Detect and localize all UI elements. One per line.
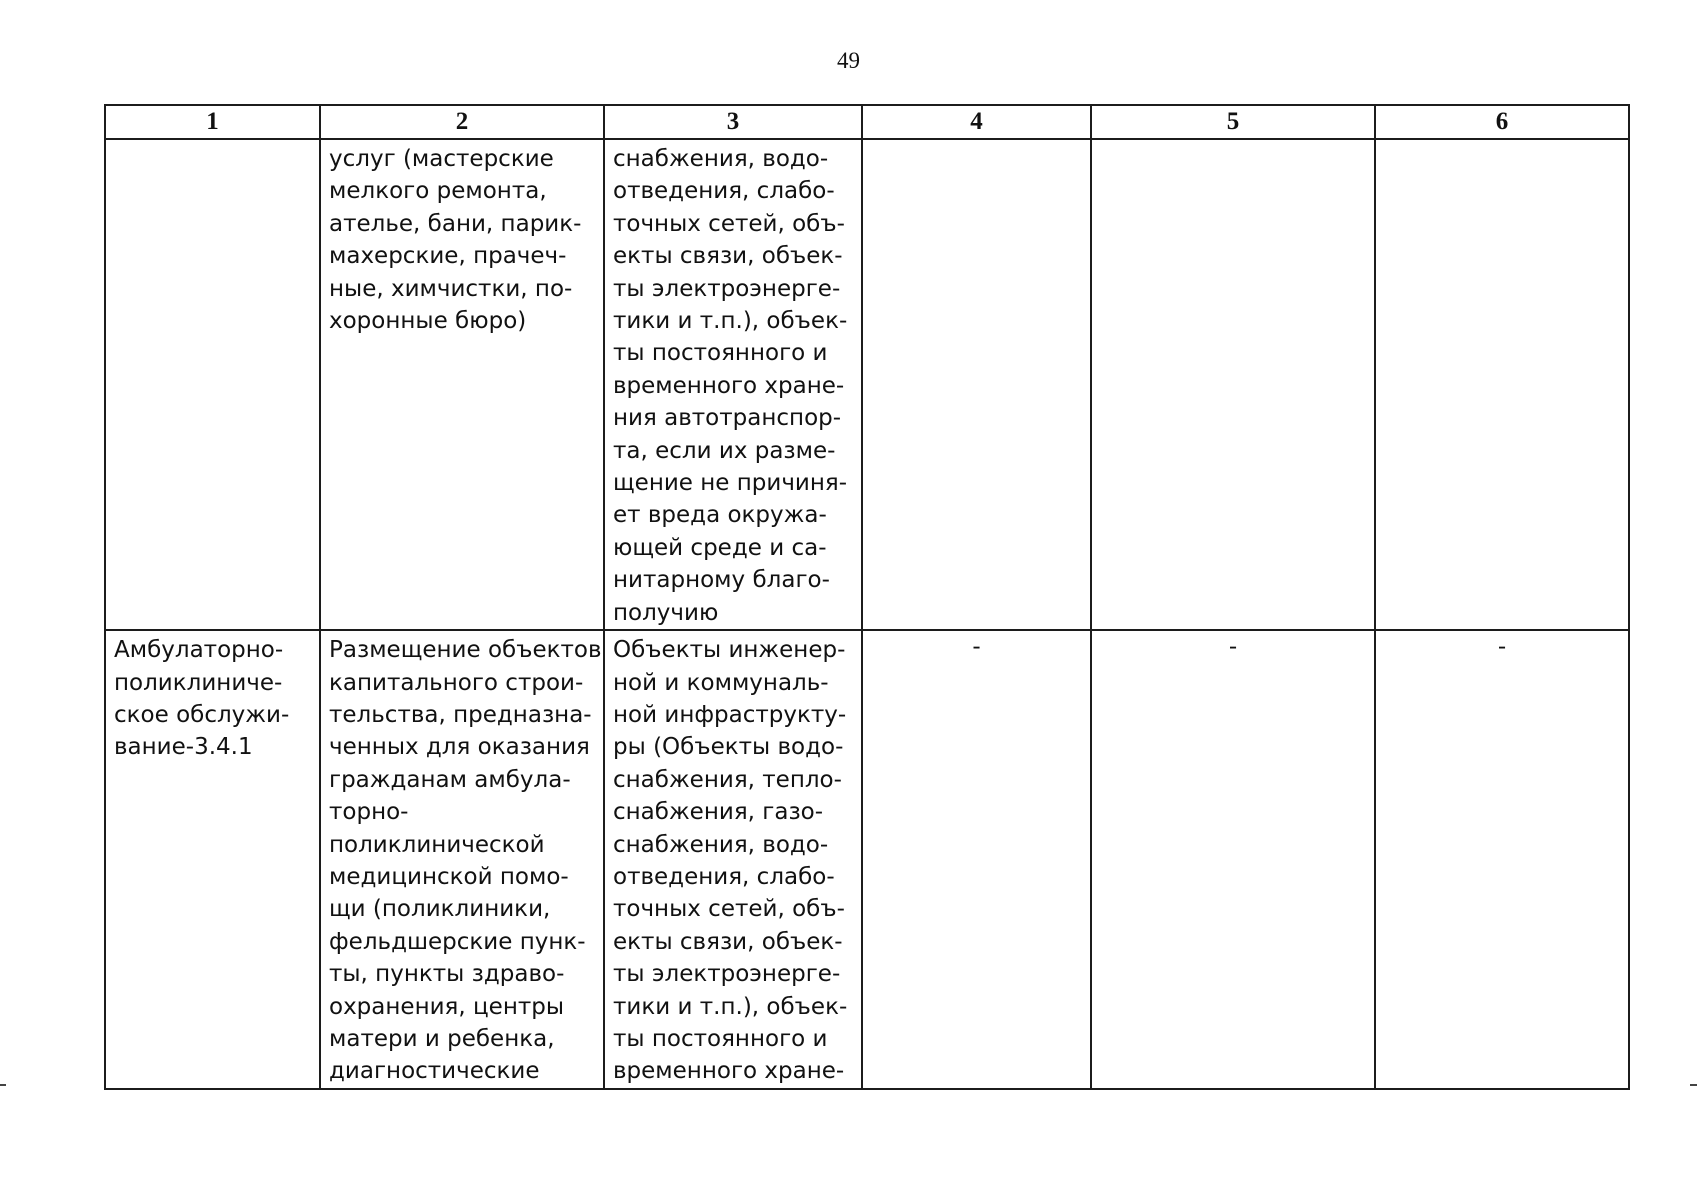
column-header-6: 6	[1375, 105, 1629, 139]
cell-text: снабжения, водо- отведения, слабо- точных сетей, объ- екты связи, объек- ты электроэнерге- тики и т.п.), объек- ты постоянного и временного хране- ния автотранспор- та, если их разме- щение не причиня- ет вреда окружа- ющей среде и са- нитарному благо- получию	[613, 146, 848, 626]
column-header-3: 3	[604, 105, 862, 139]
cell-text: Амбулаторно- поликлиниче- ское обслужи- вание-3.4.1	[114, 637, 290, 761]
table-cell-dash: -	[862, 630, 1091, 1089]
table-cell	[105, 139, 320, 630]
scan-mark-left	[0, 1084, 6, 1086]
table-cell-dash: -	[1091, 630, 1375, 1089]
table-cell	[105, 630, 320, 1089]
table-cell	[1375, 139, 1629, 630]
cell-text	[114, 140, 311, 143]
table-cell	[1091, 139, 1375, 630]
table-row	[105, 630, 1629, 1089]
table-cell	[604, 630, 862, 1089]
cell-text	[1100, 140, 1366, 143]
column-header-1: 1	[105, 105, 320, 139]
cell-text	[871, 140, 1082, 143]
page-number: 49	[837, 48, 860, 73]
column-header-4: 4	[862, 105, 1091, 139]
table-cell	[862, 139, 1091, 630]
table-cell	[604, 139, 862, 630]
cell-text: услуг (мастерские мелкого ремонта, ателье, бани, парик- махерские, прачеч- ные, химчистки, по- хоронные бюро)	[329, 146, 582, 335]
column-header-2: 2	[320, 105, 604, 139]
table-row	[105, 139, 1629, 630]
cell-text: Объекты инженер- ной и коммуналь- ной инфраструкту- ры (Объекты водо- снабжения, тепло- снабжения, газо- снабжения, водо- отведения, слабо- точных сетей, объ- екты связи, объек- ты электроэнерге- тики и т.п.), объек- ты постоянного и временного хране-	[613, 637, 848, 1085]
cell-text	[1384, 140, 1620, 143]
column-header-5: 5	[1091, 105, 1375, 139]
land-use-table	[104, 104, 1630, 1090]
table-cell	[320, 139, 604, 630]
table-header-row	[105, 105, 1629, 139]
scan-mark-right	[1690, 1084, 1697, 1086]
table-cell-dash: -	[1375, 630, 1629, 1089]
table-cell	[320, 630, 604, 1089]
cell-text: Размещение объектов капитального строи- тельства, предназна- ченных для оказания гражданам амбула- торно- поликлинической медицинской помо- щи (поликлиники, фельдшерские пунк- ты, пункты здраво- охранения, центры матери и ребенка, диагностические	[329, 637, 602, 1085]
